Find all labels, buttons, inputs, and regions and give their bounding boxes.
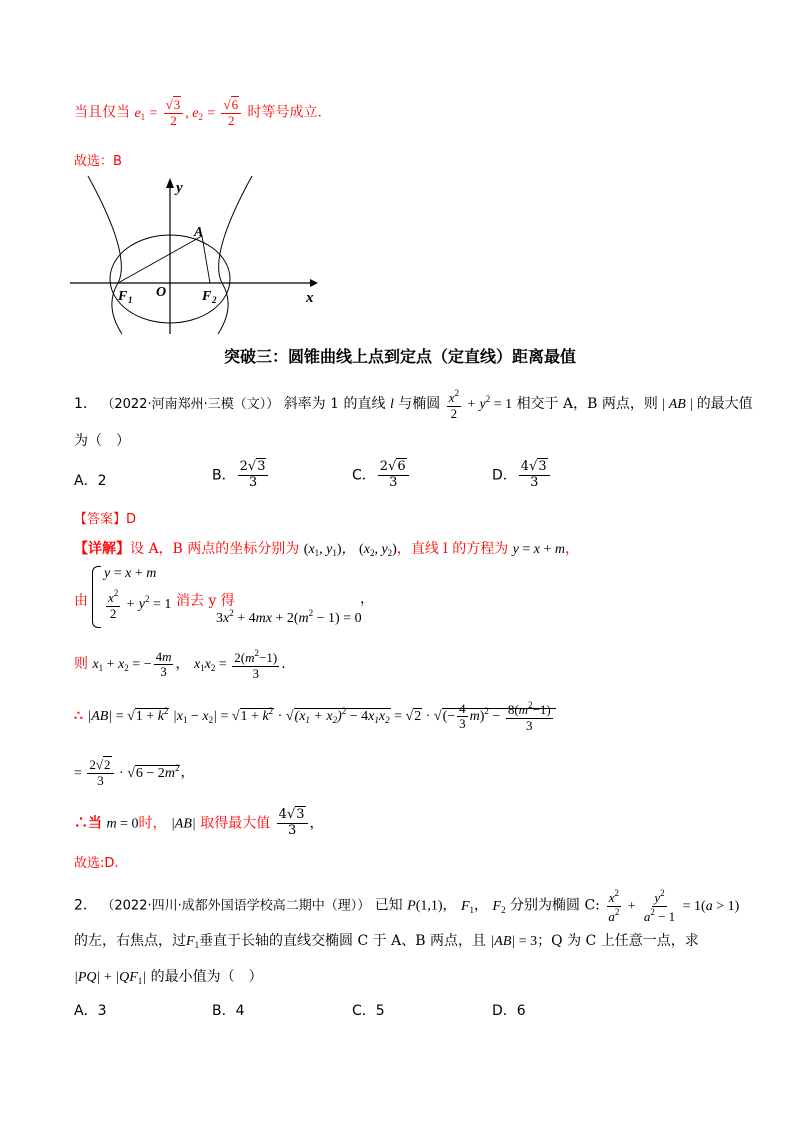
q2-number: 2． bbox=[74, 897, 97, 914]
q1-var-l: l bbox=[389, 397, 394, 413]
q1-max-condition: ∴当 m = 0时， |AB| 取得最大值 $\frac{4√3}{3}$ ， bbox=[74, 807, 324, 838]
q1-text-c: 相交于 A，B 两点，则 bbox=[516, 396, 658, 413]
q1-then: 则 bbox=[74, 656, 88, 673]
q1-distance-result: = $\frac{2√2}{3}$ · $√6 - 2m^2$， bbox=[74, 757, 195, 788]
q1-text-a: 斜率为 1 的直线 bbox=[283, 396, 390, 413]
q1-stem-line1 bbox=[74, 388, 753, 422]
figure-label-A: A bbox=[194, 225, 204, 240]
section-title: 突破三：圆锥曲线上点到定点（定直线）距离最值 bbox=[223, 347, 576, 366]
q2-source: （2022·四川·成都外国语学校高二期中（理）） bbox=[101, 898, 371, 914]
q1-eliminate: 消去 y 得 bbox=[176, 593, 235, 609]
q1-option-d[interactable]: D． $\frac{4√3}{3}$ bbox=[492, 460, 552, 491]
figure-label-y: y bbox=[176, 180, 183, 196]
q1-text-b: 与椭圆 bbox=[393, 396, 445, 413]
q1-detail-2: ，直线 l 的方程为 bbox=[396, 541, 509, 557]
q1-option-c[interactable]: C． $\frac{2√6}{3}$ bbox=[352, 460, 411, 491]
q2-text-e: ；Q 为 C 上任意一点，求 bbox=[537, 933, 699, 949]
q2-text-a: 已知 bbox=[374, 897, 403, 914]
top-line-prefix: 当且仅当 bbox=[74, 104, 130, 121]
q1-detail-label: 【详解】 bbox=[74, 541, 130, 557]
q1-max-text: 取得最大值 bbox=[200, 815, 271, 832]
q1-therefore: ∴ bbox=[74, 708, 83, 725]
top-line-suffix: 时等号成立. bbox=[247, 104, 322, 121]
q1-when: ∴当 bbox=[74, 815, 102, 832]
q1-ellipse-eq: $\frac{x^2}{2}$ + $y^2 = 1$ bbox=[448, 388, 513, 421]
q2-stem-line2: 的左，右焦点，过$F_1$垂直于长轴的直线交椭圆 C 于 A、B 两点，且 |AB| = 3；Q 为 C 上任意一点，求 bbox=[74, 933, 699, 950]
q2-stem-line3: $|PQ| + |QF_1|$ 的最小值为（ ） bbox=[74, 969, 263, 986]
q1-answer: 【答案】D bbox=[74, 512, 137, 527]
figure-label-F1: F bbox=[118, 289, 128, 304]
q1-source: （2022·河南郑州·三模（文）） bbox=[101, 397, 280, 413]
prev-answer: 故选：B bbox=[74, 154, 122, 169]
figure-label-x: x bbox=[306, 290, 314, 306]
q1-distance-formula: ∴ $|AB| = √1 + k^2$ $|x_1 - x_2| = √1 + k^2 \cdot √(x_1 + x_2)^2 - 4x_1x_2 = √2$ · √(− $\frac{4}{3}$ m)$^2$ − $\frac{8(m^2-1)}{3}$ bbox=[74, 700, 556, 734]
q1-option-b[interactable]: B． $\frac{2√3}{3}$ bbox=[212, 460, 270, 491]
q1-quadratic: $3x^2 + 4mx + 2(m^2 - 1) = 0$ bbox=[216, 608, 362, 626]
q2-stem-line1: 2． （2022·四川·成都外国语学校高二期中（理）） 已知 P(1,1)， $F_1$， $F_2$ 分别为椭圆 C: $\frac{x^2}{a^2}$ + $\frac{y^2}{a^2 - 1}$ = 1(a > 1) bbox=[74, 888, 740, 924]
top-line bbox=[74, 98, 322, 129]
figure-label-O: O bbox=[156, 285, 167, 300]
q1-option-b-label: B． bbox=[212, 467, 236, 484]
q2-option-a[interactable]: A．3 bbox=[74, 1003, 107, 1019]
q2-option-c[interactable]: C．5 bbox=[352, 1003, 385, 1019]
q1-option-c-label: C． bbox=[352, 467, 376, 484]
svg-text:1: 1 bbox=[128, 295, 133, 305]
q1-system-eq1: y = x + m bbox=[104, 566, 157, 581]
q1-number: 1． bbox=[74, 396, 97, 413]
svg-text:2: 2 bbox=[212, 295, 217, 305]
q1-coords: ($x_1$, $y_1$)， ($x_2$, $y_2$) bbox=[303, 542, 397, 558]
q1-system-eq2: $\frac{x^2}{2}$ + $y^2 = 1$ bbox=[108, 588, 172, 621]
q2-option-d[interactable]: D．6 bbox=[492, 1003, 526, 1019]
q1-detail-line1: 【详解】设 A，B 两点的坐标分别为 ($x_1$, $y_1$)， ($x_2$, $y_2$)，直线 l 的方程为 y = x + m， bbox=[74, 541, 580, 558]
ellipse-hyperbola-figure bbox=[70, 176, 320, 336]
q1-line-eq: y = x + m bbox=[512, 542, 566, 557]
q1-text-d: 的最大值 bbox=[696, 396, 753, 413]
q2-text-f: 的最小值为（ ） bbox=[150, 969, 263, 985]
q1-vieta: 则 $x_1 + x_2$ = − $\frac{4m}{3}$ ， $x_1x_2$ = $\frac{2(m^2-1)}{3}$ . bbox=[74, 648, 286, 681]
q2-text-c: 的左，右焦点，过 bbox=[74, 933, 186, 949]
q1-you: 由 bbox=[74, 593, 88, 609]
q1-option-d-label: D． bbox=[492, 467, 517, 484]
q1-when-tail: 时， bbox=[138, 815, 167, 832]
q1-option-a[interactable]: A．2 bbox=[74, 473, 107, 489]
q2-text-d: 垂直于长轴的直线交椭圆 C 于 A、B 两点，且 bbox=[199, 933, 486, 949]
q1-stem-line2: 为（ ） bbox=[74, 433, 130, 449]
figure-label-F2: F bbox=[202, 289, 212, 304]
q1-detail-1: 设 A，B 两点的坐标分别为 bbox=[130, 541, 300, 557]
q1-final: 故选:D. bbox=[74, 856, 119, 871]
q1-abs-ab: | AB | bbox=[657, 397, 697, 413]
q2-text-b: 分别为椭圆 C: bbox=[510, 897, 600, 914]
q2-option-b[interactable]: B．4 bbox=[212, 1003, 245, 1019]
equality-condition: $e_1$ = $\frac{√3}{2}$ , $e_2$ = $\frac{√6}{2}$ bbox=[134, 106, 243, 121]
